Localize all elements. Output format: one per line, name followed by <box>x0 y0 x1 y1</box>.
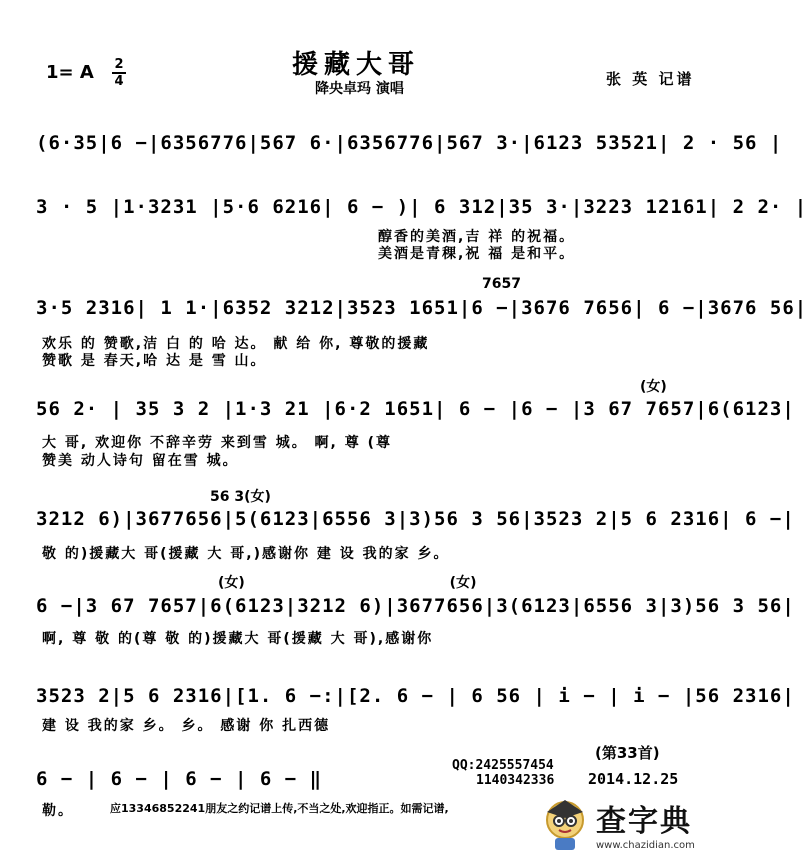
watermark-logo-text: 查字典 <box>596 804 692 839</box>
lyric-verse-1: 建 设 我的家 乡。 乡。 感谢 你 扎西德 <box>42 718 331 734</box>
notation-line: 56 2· | 35 3 2 |1·3 21 |6·2 1651| 6 − |6 − |3 67 7657|6(6123| <box>36 398 795 420</box>
female-part-marker: (女) <box>640 379 667 395</box>
notation-line: 3212 6)|3677656|5(6123|6556 3|3)56 3 56|3523 2|5 6 2316| 6 −| <box>36 508 795 530</box>
notation-line: 3523 2|5 6 2316|[1. 6 −:|[2. 6 − | 6 56 | i − | i − |56 2316| <box>36 685 795 707</box>
notation-line: 3 · 5 |1·3231 |5·6 6216| 6 − )| 6 312|35 3·|3223 12161| 2 2· | <box>36 196 807 218</box>
time-signature-bottom: 4 <box>114 74 124 89</box>
time-signature-top: 2 <box>114 57 124 72</box>
lyric-verse-1: 大 哥, 欢迎你 不辞辛劳 来到雪 城。 啊, 尊 (尊 <box>42 435 393 451</box>
record-date: 2014.12.25 <box>588 770 679 788</box>
contact-qq-2: 1140342336 <box>476 773 555 788</box>
notation-line: (6·35|6 −|6356776|567 6·|6356776|567 3·|6123 53521| 2 · 56 | <box>36 132 783 154</box>
mascot-logo-icon <box>540 796 590 852</box>
singer-credit: 降央卓玛 演唱 <box>315 81 404 97</box>
ornament-marker: 7657 <box>482 276 521 292</box>
lyric-verse-1: 敬 的)援藏大 哥(援藏 大 哥,)感谢你 建 设 我的家 乡。 <box>42 546 450 562</box>
contact-qq: QQ:2425557454 <box>452 758 554 773</box>
lyric-verse-1: 欢乐 的 赞歌,洁 白 的 哈 达。 献 给 你, 尊敬的援藏 <box>42 336 430 352</box>
lyric-verse-2: 美酒是青稞,祝 福 是和平。 <box>378 246 576 262</box>
notation-line: 6 −|3 67 7657|6(6123|3212 6)|3677656|3(6123|6556 3|3)56 3 56| <box>36 595 795 617</box>
song-count: (第33首) <box>595 744 660 762</box>
notation-line: 6 − | 6 − | 6 − | 6 − ‖ <box>36 768 323 790</box>
key-signature: 1= A <box>46 62 94 83</box>
lyric-verse-1: 啊, 尊 敬 的(尊 敬 的)援藏大 哥(援藏 大 哥),感谢你 <box>42 631 434 647</box>
lyric-verse-1: 勒。 <box>42 803 74 819</box>
lyric-verse-2: 赞美 动人诗句 留在雪 城。 <box>42 453 239 469</box>
lyric-verse-1: 醇香的美酒,吉 祥 的祝福。 <box>378 229 576 245</box>
time-signature <box>112 58 126 88</box>
female-part-marker: 56 3(女) <box>210 489 271 505</box>
lyric-verse-2: 赞歌 是 春天,哈 达 是 雪 山。 <box>42 353 267 369</box>
notation-line: 3·5 2316| 1 1·|6352 3212|3523 1651|6 −|3676 7656| 6 −|3676 56| <box>36 297 807 319</box>
song-title: 援藏大哥 <box>292 50 421 80</box>
upload-note: 应13346852241朋友之约记谱上传,不当之处,欢迎指正。如需记谱, <box>110 802 449 815</box>
female-part-marker: (女) (女) <box>218 575 477 591</box>
watermark-url: www.chazidian.com <box>596 840 695 851</box>
recorder-credit: 张 英 记谱 <box>606 70 695 88</box>
